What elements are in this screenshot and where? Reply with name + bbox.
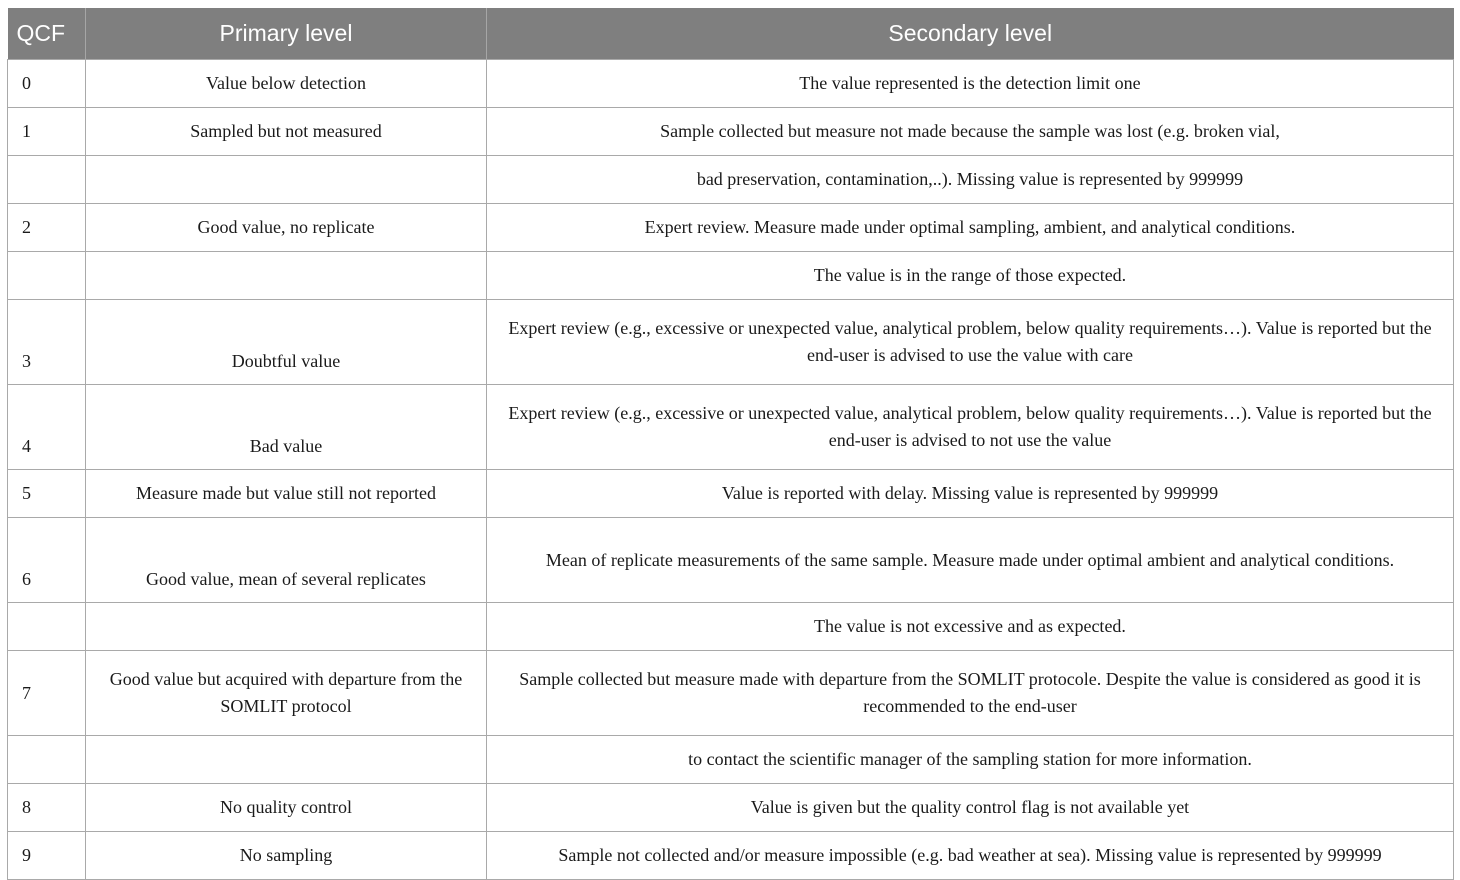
cell-qcf: 8 <box>8 784 86 832</box>
table-body <box>8 60 1454 880</box>
cell-secondary: Sample not collected and/or measure impossible (e.g. bad weather at sea). Missing value is represented by 999999 <box>487 832 1454 880</box>
table-header <box>8 8 1454 60</box>
table-row <box>8 784 1454 832</box>
cell-qcf <box>8 603 86 651</box>
cell-secondary: Expert review. Measure made under optimal sampling, ambient, and analytical conditions. <box>487 204 1454 252</box>
cell-secondary: to contact the scientific manager of the sampling station for more information. <box>487 736 1454 784</box>
cell-secondary: Sample collected but measure not made because the sample was lost (e.g. broken vial, <box>487 108 1454 156</box>
table-row <box>8 470 1454 518</box>
cell-secondary: Expert review (e.g., excessive or unexpected value, analytical problem, below quality requirements…). Value is reported but the end-user is advised to not use the value <box>487 385 1454 470</box>
cell-primary: Good value but acquired with departure from the SOMLIT protocol <box>86 651 487 736</box>
cell-secondary: Sample collected but measure made with departure from the SOMLIT protocole. Despite the value is considered as good it is recommended to the end-user <box>487 651 1454 736</box>
cell-secondary: Expert review (e.g., excessive or unexpected value, analytical problem, below quality requirements…). Value is reported but the end-user is advised to use the value with care <box>487 300 1454 385</box>
cell-primary: Sampled but not measured <box>86 108 487 156</box>
header-primary-level: Primary level <box>86 8 487 60</box>
cell-qcf: 0 <box>8 60 86 108</box>
cell-primary: Value below detection <box>86 60 487 108</box>
header-qcf: QCF <box>8 8 86 60</box>
header-row <box>8 8 1454 60</box>
cell-primary: Doubtful value <box>86 300 487 385</box>
table-row <box>8 736 1454 784</box>
cell-qcf: 3 <box>8 300 86 385</box>
table-row <box>8 252 1454 300</box>
cell-primary <box>86 736 487 784</box>
table-row <box>8 385 1454 470</box>
cell-secondary: Value is given but the quality control flag is not available yet <box>487 784 1454 832</box>
table-row <box>8 156 1454 204</box>
cell-secondary: The value represented is the detection limit one <box>487 60 1454 108</box>
cell-primary: Bad value <box>86 385 487 470</box>
cell-secondary: bad preservation, contamination,..). Missing value is represented by 999999 <box>487 156 1454 204</box>
cell-primary: Measure made but value still not reported <box>86 470 487 518</box>
cell-qcf <box>8 736 86 784</box>
cell-primary <box>86 603 487 651</box>
table-row <box>8 518 1454 603</box>
cell-secondary: Mean of replicate measurements of the same sample. Measure made under optimal ambient and analytical conditions. <box>487 518 1454 603</box>
cell-primary <box>86 156 487 204</box>
cell-qcf: 9 <box>8 832 86 880</box>
cell-qcf <box>8 156 86 204</box>
cell-secondary: The value is not excessive and as expected. <box>487 603 1454 651</box>
cell-primary: No quality control <box>86 784 487 832</box>
cell-qcf <box>8 252 86 300</box>
cell-qcf: 5 <box>8 470 86 518</box>
cell-qcf: 2 <box>8 204 86 252</box>
cell-qcf: 4 <box>8 385 86 470</box>
cell-primary: Good value, mean of several replicates <box>86 518 487 603</box>
table-row <box>8 300 1454 385</box>
qcf-table <box>7 8 1454 880</box>
cell-qcf: 6 <box>8 518 86 603</box>
table-row <box>8 204 1454 252</box>
table-row <box>8 60 1454 108</box>
cell-qcf: 1 <box>8 108 86 156</box>
table-row <box>8 832 1454 880</box>
cell-primary: No sampling <box>86 832 487 880</box>
cell-primary <box>86 252 487 300</box>
header-secondary-level: Secondary level <box>487 8 1454 60</box>
table-row <box>8 108 1454 156</box>
cell-secondary: The value is in the range of those expected. <box>487 252 1454 300</box>
cell-secondary: Value is reported with delay. Missing value is represented by 999999 <box>487 470 1454 518</box>
table-row <box>8 651 1454 736</box>
table-row <box>8 603 1454 651</box>
cell-qcf: 7 <box>8 651 86 736</box>
cell-primary: Good value, no replicate <box>86 204 487 252</box>
